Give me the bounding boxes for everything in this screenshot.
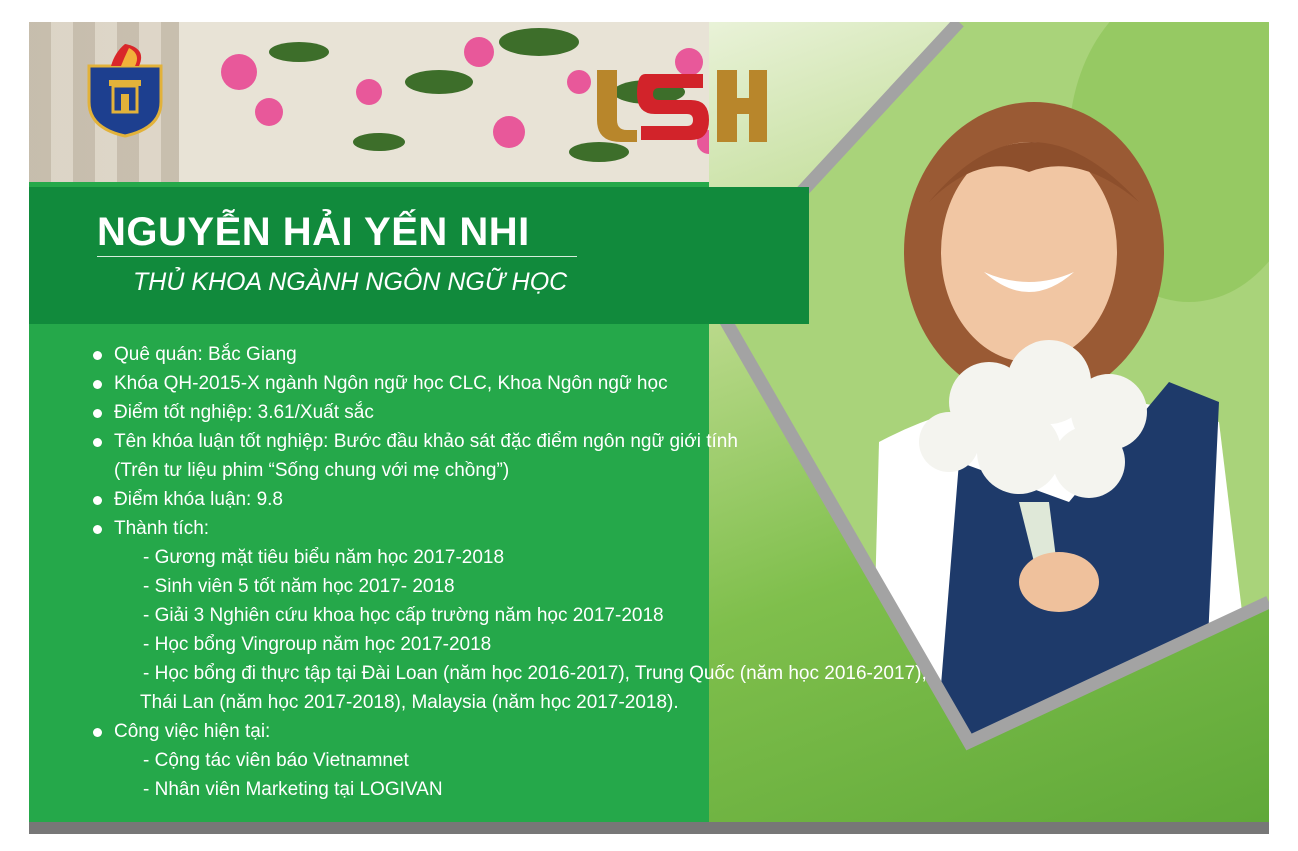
- list-item: [93, 746, 1093, 775]
- bullet-icon: [93, 525, 102, 534]
- bullet-icon: [93, 351, 102, 360]
- bullet-icon: [93, 438, 102, 447]
- item-text: (Trên tư liệu phim “Sống chung với mẹ chồng”): [114, 460, 510, 481]
- bullet-item: [93, 340, 1093, 369]
- bullet-item: [93, 369, 1093, 398]
- item-text: Thái Lan (năm học 2017-2018), Malaysia (năm học 2017-2018).: [140, 692, 679, 713]
- item-text: Quê quán: Bắc Giang: [114, 344, 297, 365]
- list-item: [93, 775, 1093, 804]
- item-text: - Gương mặt tiêu biểu năm học 2017-2018: [143, 547, 505, 568]
- ush-logo-icon: [591, 64, 771, 148]
- list-item: [93, 659, 1093, 688]
- bullet-item: [93, 427, 1093, 456]
- item-text: - Giải 3 Nghiên cứu khoa học cấp trường năm học 2017-2018: [143, 605, 664, 626]
- bullet-item: [93, 485, 1093, 514]
- student-name: NGUYỄN HẢI YẾN NHI: [97, 210, 530, 254]
- title-divider: [97, 256, 577, 257]
- bullet-icon: [93, 409, 102, 418]
- item-text: - Học bổng đi thực tập tại Đài Loan (năm học 2016-2017), Trung Quốc (năm học 2016-2017),: [143, 663, 927, 684]
- list-item: [93, 456, 1093, 485]
- university-crest-icon: [85, 40, 165, 138]
- profile-details: [93, 340, 1093, 804]
- item-text: - Học bổng Vingroup năm học 2017-2018: [143, 634, 492, 655]
- item-text: Điểm tốt nghiệp: 3.61/Xuất sắc: [114, 402, 374, 423]
- item-text: - Sinh viên 5 tốt năm học 2017- 2018: [143, 576, 455, 597]
- bottom-bar: [29, 822, 1269, 834]
- bullet-item: [93, 514, 1093, 543]
- item-text: Điểm khóa luận: 9.8: [114, 489, 283, 510]
- item-text: Thành tích:: [114, 518, 210, 539]
- bullet-icon: [93, 728, 102, 737]
- list-item: [93, 572, 1093, 601]
- bullet-icon: [93, 496, 102, 505]
- item-text: Công việc hiện tại:: [114, 721, 271, 742]
- bullet-item: [93, 717, 1093, 746]
- list-item: [93, 688, 1093, 717]
- item-text: - Cộng tác viên báo Vietnamnet: [143, 750, 409, 771]
- student-title: THỦ KHOA NGÀNH NGÔN NGỮ HỌC: [133, 268, 568, 296]
- item-text: - Nhân viên Marketing tại LOGIVAN: [143, 779, 443, 800]
- list-item: [93, 630, 1093, 659]
- bullet-item: [93, 398, 1093, 427]
- list-item: [93, 601, 1093, 630]
- profile-card: [29, 22, 1269, 834]
- list-item: [93, 543, 1093, 572]
- item-text: Tên khóa luận tốt nghiệp: Bước đầu khảo sát đặc điểm ngôn ngữ giới tính: [114, 431, 738, 452]
- bullet-icon: [93, 380, 102, 389]
- item-text: Khóa QH-2015-X ngành Ngôn ngữ học CLC, Khoa Ngôn ngữ học: [114, 373, 668, 394]
